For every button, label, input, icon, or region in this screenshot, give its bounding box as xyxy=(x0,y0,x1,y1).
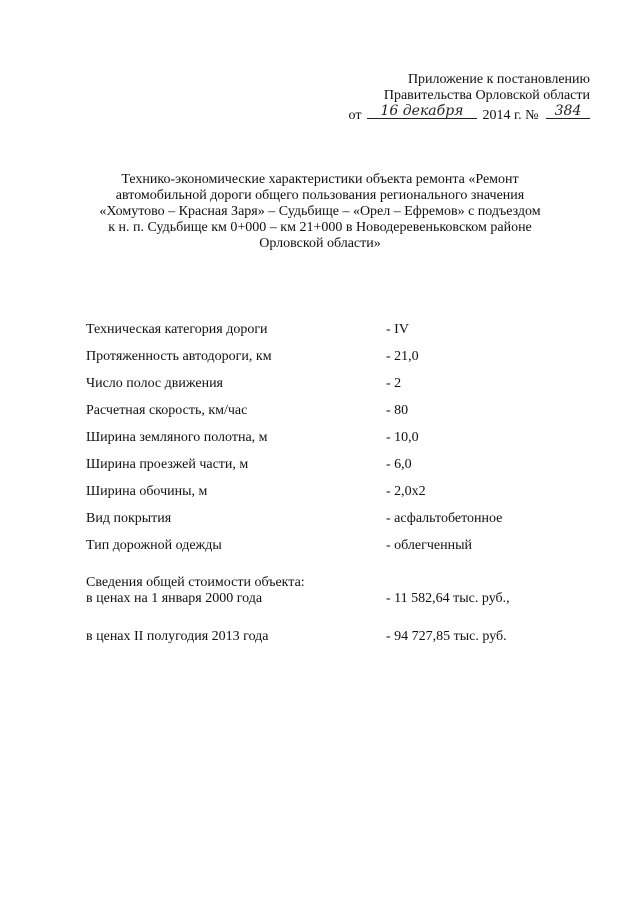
parameter-row xyxy=(86,424,586,451)
parameter-row xyxy=(86,532,586,559)
parameter-value: - IV xyxy=(386,321,409,337)
date-year: 2014 г. № xyxy=(482,108,539,123)
date-day-field xyxy=(367,104,477,119)
parameter-label: Ширина обочины, м xyxy=(86,483,208,499)
parameter-value: - облегченный xyxy=(386,537,473,553)
cost-label: в ценах на 1 января 2000 года xyxy=(86,591,263,606)
parameter-row xyxy=(86,316,586,343)
document-number-field xyxy=(546,104,590,119)
cost-value: - 11 582,64 тыс. руб., xyxy=(386,591,510,606)
parameter-label: Протяженность автодороги, км xyxy=(86,348,272,364)
title-line-5: Орловской области» xyxy=(259,236,381,251)
parameter-value: - 21,0 xyxy=(386,348,419,364)
parameter-label: Число полос движения xyxy=(86,375,223,391)
parameter-row xyxy=(86,505,586,532)
document-title xyxy=(70,172,570,252)
parameters-list xyxy=(86,316,586,559)
parameter-value: - 10,0 xyxy=(386,429,419,445)
parameter-label: Вид покрытия xyxy=(86,510,172,526)
parameter-row xyxy=(86,451,586,478)
parameter-label: Расчетная скорость, км/час xyxy=(86,402,248,418)
handwritten-number: 384 xyxy=(554,103,582,119)
parameter-value: - асфальтобетонное xyxy=(386,510,503,526)
cost-section xyxy=(86,575,586,645)
cost-value: - 94 727,85 тыс. руб. xyxy=(386,629,507,644)
title-line-3: «Хомутово – Красная Заря» – Судьбище – «Орел – Ефремов» с подъездом xyxy=(99,204,541,219)
cost-label: в ценах II полугодия 2013 года xyxy=(86,629,269,644)
title-line-4: к н. п. Судьбище км 0+000 – км 21+000 в Новодеревеньковском районе xyxy=(108,220,532,235)
parameter-row xyxy=(86,478,586,505)
parameter-label: Техническая категория дороги xyxy=(86,321,268,337)
parameter-row xyxy=(86,397,586,424)
title-line-1: Технико-экономические характеристики объекта ремонта «Ремонт xyxy=(121,172,519,187)
spacer xyxy=(86,607,586,629)
appendix-date-line xyxy=(340,104,590,124)
cost-heading: Сведения общей стоимости объекта: xyxy=(86,575,305,590)
parameter-value: - 80 xyxy=(386,402,409,418)
parameter-label: Ширина проезжей части, м xyxy=(86,456,249,472)
cost-row xyxy=(86,591,586,607)
parameter-row xyxy=(86,343,586,370)
parameter-value: - 2,0х2 xyxy=(386,483,426,499)
appendix-line-1: Приложение к постановлению xyxy=(407,72,590,87)
title-line-2: автомобильной дороги общего пользования регионального значения xyxy=(115,188,525,203)
appendix-header xyxy=(340,72,590,124)
parameter-value: - 2 xyxy=(386,375,402,391)
parameter-label: Тип дорожной одежды xyxy=(86,537,222,553)
parameter-label: Ширина земляного полотна, м xyxy=(86,429,268,445)
parameter-row xyxy=(86,370,586,397)
handwritten-date: 16 декабря xyxy=(380,103,464,119)
cost-row xyxy=(86,629,586,645)
parameter-value: - 6,0 xyxy=(386,456,412,472)
appendix-line-2: Правительства Орловской области xyxy=(383,88,590,103)
date-prefix: от xyxy=(348,108,362,123)
